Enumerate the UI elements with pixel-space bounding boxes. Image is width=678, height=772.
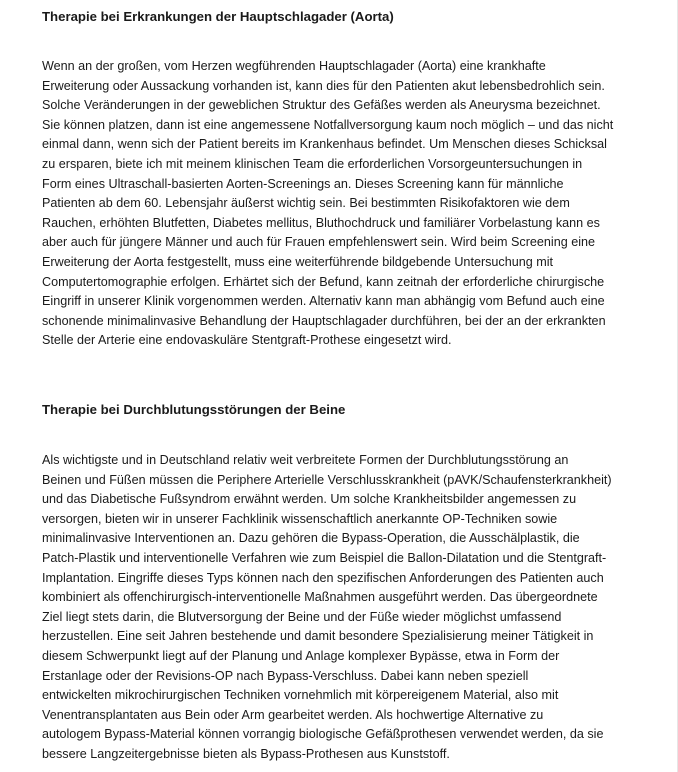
paragraph-line: Sie können platzen, dann ist eine angemessene Notfallversorgung kaum noch möglich – und das nicht [42, 117, 614, 132]
paragraph-line: schonende minimalinvasive Behandlung der Hauptschlagader durchführen, bei der an der erkrankten [42, 313, 606, 328]
paragraph-line: Solche Veränderungen in der geweblichen Struktur des Gefäßes werden als Aneurysma bezeichnet. [42, 98, 601, 113]
paragraph-line: diesem Schwerpunkt liegt auf der Planung und Anlage komplexer Bypässe, etwa in Form der [42, 648, 560, 663]
paragraph-line: Beinen und Füßen müssen die Periphere Arterielle Verschlusskrankheit (pAVK/Schaufensterkrankheit) [42, 472, 612, 487]
section-paragraph-circulation [42, 451, 612, 765]
paragraph-line: Computertomographie erfolgen. Erhärtet sich der Befund, kann zeitnah der erforderliche chirurgische [42, 274, 605, 289]
paragraph-line: einmal dann, wenn sich der Patient bereits im Krankenhaus befindet. Um Menschen dieses Schicksal [42, 137, 607, 152]
section-heading-aorta: Therapie bei Erkrankungen der Hauptschlagader (Aorta) [42, 9, 394, 24]
paragraph-line: Eingriff in unserer Klinik vorgenommen werden. Alternativ kann man abhängig vom Befund auch eine [42, 294, 605, 309]
paragraph-line: herzustellen. Eine seit Jahren bestehende und damit besondere Spezialisierung meiner Tätigkeit in [42, 629, 594, 644]
paragraph-line: Patch-Plastik und interventionelle Verfahren wie zum Beispiel die Ballon-Dilatation und die Stentgraft- [42, 550, 607, 565]
paragraph-line: Form eines Ultraschall-basierten Aorten-Screenings an. Dieses Screening kann für männliche [42, 176, 564, 191]
paragraph-line: minimalinvasive Interventionen an. Dazu gehören die Bypass-Operation, die Ausschälplastik, die [42, 531, 580, 546]
paragraph-line: autologem Bypass-Material können vorrangig biologische Gefäßprothesen verwendet werden, da sie [42, 727, 604, 742]
section-heading-circulation: Therapie bei Durchblutungsstörungen der Beine [42, 402, 346, 417]
paragraph-line: Implantation. Eingriffe dieses Typs können nach den spezifischen Anforderungen des Patienten auch [42, 570, 604, 585]
paragraph-line: entwickelten mikrochirurgischen Techniken vornehmlich mit körpereigenem Material, also mit [42, 688, 559, 703]
paragraph-line: Wenn an der großen, vom Herzen wegführenden Hauptschlagader (Aorta) eine krankhafte [42, 59, 546, 73]
paragraph-line: zu ersparen, biete ich mit meinem klinischen Team die erforderlichen Vorsorgeuntersuchungen in [42, 156, 583, 171]
paragraph-line: Venentransplantaten aus Bein oder Arm gearbeitet werden. Als hochwertige Alternative zu [42, 707, 544, 722]
paragraph-line: Ziel liegt stets darin, die Blutversorgung der Beine und der Füße wieder möglichst umfassend [42, 609, 562, 624]
paragraph-line: kombiniert als offenchirurgisch-interventionelle Maßnahmen ausgeführt werden. Das übergeordnete [42, 590, 598, 605]
paragraph-line: und das Diabetische Fußsyndrom erwähnt werden. Um solche Krankheitsbilder angemessen zu [42, 492, 577, 507]
paragraph-line: Rauchen, erhöhten Blutfetten, Diabetes mellitus, Bluthochdruck und familiärer Vorbelastung kann es [42, 215, 600, 230]
paragraph-line: Erweiterung oder Aussackung vorhanden ist, kann dies für den Patienten akut lebensbedrohlich sein. [42, 78, 605, 93]
paragraph-line: Stelle der Arterie eine endovaskuläre Stentgraft-Prothese eingesetzt wird. [42, 333, 452, 348]
paragraph-line: Patienten ab dem 60. Lebensjahr äußerst wichtig sein. Bei bestimmten Risikofaktoren wie dem [42, 196, 570, 211]
section-paragraph-aorta [42, 57, 613, 351]
paragraph-line: aber auch für jüngere Männer und auch für Frauen empfehlenswert sein. Wird beim Screening eine [42, 235, 596, 250]
paragraph-line: Erweiterung der Aorta festgestellt, muss eine weiterführende bildgebende Untersuchung mit [42, 254, 554, 269]
paragraph-line: versorgen, bieten wir in unserer Fachklinik wissenschaftlich anerkannte OP-Techniken sowie [42, 511, 558, 526]
paragraph-line: Erstanlage oder der Revisions-OP nach Bypass-Verschluss. Dabei kann neben speziell [42, 668, 529, 683]
paragraph-line: bessere Langzeitergebnisse bieten als Bypass-Prothesen aus Kunststoff. [42, 746, 450, 761]
paragraph-line: Als wichtigste und in Deutschland relativ weit verbreitete Formen der Durchblutungsstörung an [42, 453, 569, 467]
